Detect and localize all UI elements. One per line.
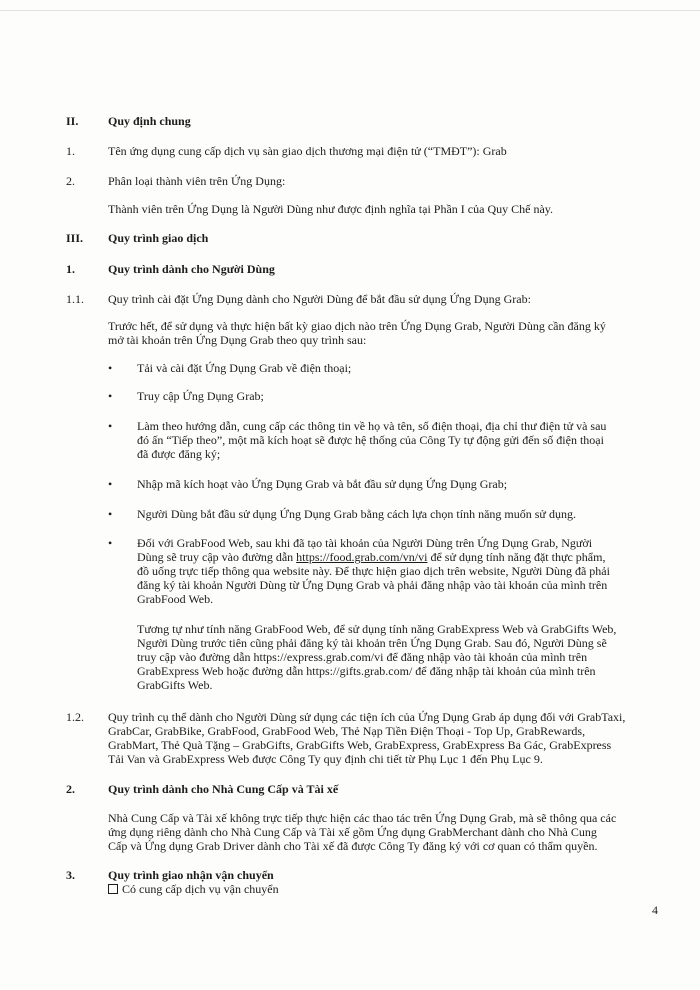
bullet-icon: •	[108, 361, 113, 375]
bullet-icon: •	[108, 507, 113, 521]
paragraph: Phân loại thành viên trên Ứng Dụng:	[108, 174, 286, 188]
paragraph: Quy trình cài đặt Ứng Dụng dành cho Người Dùng để bắt đầu sử dụng Ứng Dụng Grab:	[108, 292, 531, 306]
paragraph-line: Cấp và Ứng dụng Grab Driver dành cho Tài xế đã được Công Ty đăng ký với cơ quan có thẩm quyền.	[108, 839, 598, 853]
paragraph-line: Nhà Cung Cấp và Tài xế không trực tiếp thực hiện các thao tác trên Ứng Dụng Grab, mà sẽ thông qua các	[108, 811, 617, 825]
paragraph-line: Người Dùng trước tiên cũng phải đăng ký tài khoản trên Ứng Dụng Grab. Sau đó, Người Dùng sẽ	[137, 636, 607, 650]
paragraph-line: Tải Van và GrabExpress Web được Công Ty quy định chi tiết từ Phụ Lục 1 đến Phụ Lục 9.	[108, 752, 543, 766]
bullet-text: Truy cập Ứng Dụng Grab;	[137, 389, 264, 403]
item-number: 2.	[66, 174, 75, 188]
paragraph-line: mở tài khoản trên Ứng Dụng Grab theo quy trình sau:	[108, 333, 367, 347]
item-number: 1.1.	[66, 292, 84, 306]
bullet-text: GrabFood Web.	[137, 592, 214, 606]
item-number: 1.2.	[66, 710, 84, 724]
checkbox-label: Có cung cấp dịch vụ vận chuyển	[122, 882, 279, 896]
bullet-icon: •	[108, 477, 113, 491]
bullet-text: Đối với GrabFood Web, sau khi đã tạo tài khoản của Người Dùng trên Ứng Dụng Grab, Người	[137, 536, 593, 550]
paragraph-line: GrabExpress Web hoặc đường dẫn https://gifts.grab.com/ để đăng nhập tài khoản của mình trên	[137, 664, 596, 678]
checkbox-icon	[108, 884, 118, 894]
bullet-icon: •	[108, 389, 113, 403]
bullet-text: Nhập mã kích hoạt vào Ứng Dụng Grab và bắt đầu sử dụng Ứng Dụng Grab;	[137, 477, 508, 491]
bullet-icon: •	[108, 536, 113, 550]
paragraph-line: GrabGifts Web.	[137, 678, 213, 692]
grabfood-link[interactable]: https://food.grab.com/vn/vi	[296, 550, 428, 564]
subsection-title: Quy trình dành cho Nhà Cung Cấp và Tài xế	[108, 782, 339, 796]
text-span: để sử dụng tính năng đặt thực phẩm,	[427, 550, 606, 564]
section-title: Quy trình giao dịch	[108, 231, 209, 245]
paragraph-line: GrabMart, Thẻ Quà Tặng – GrabGifts, GrabGifts Web, GrabExpress, GrabExpress Ba Gác, GrabExpress	[108, 738, 612, 752]
subsection-title: Quy trình giao nhận vận chuyển	[108, 868, 274, 882]
bullet-text: đăng ký tài khoản Người Dùng từ Ứng Dụng Grab và phải đăng nhập vào tài khoản của mình trên	[137, 578, 608, 592]
paragraph-line: Quy trình cụ thể dành cho Người Dùng sử dụng các tiện ích của Ứng Dụng Grab áp dụng đối với GrabTaxi,	[108, 710, 626, 724]
bullet-text: Tải và cài đặt Ứng Dụng Grab về điện thoại;	[137, 361, 352, 375]
item-number: 1.	[66, 144, 75, 158]
bullet-text: đồ uống trực tiếp thông qua website này. Để thực hiện giao dịch trên website, Người Dùng đã phải	[137, 564, 610, 578]
paragraph-line: Trước hết, để sử dụng và thực hiện bất kỳ giao dịch nào trên Ứng Dụng Grab, Người Dùng cần đăng ký	[108, 319, 606, 333]
subsection-number: 1.	[66, 262, 75, 276]
subsection-number: 3.	[66, 868, 75, 882]
bullet-text: đó ấn “Tiếp theo”, một mã kích hoạt sẽ được hệ thống của Công Ty tự động gửi đến số điện thoại	[137, 433, 604, 447]
section-number: II.	[66, 114, 79, 128]
section-number: III.	[66, 231, 84, 245]
paragraph: Thành viên trên Ứng Dụng là Người Dùng như được định nghĩa tại Phần I của Quy Chế này.	[108, 202, 553, 216]
paragraph-line: GrabCar, GrabBike, GrabFood, GrabFood Web, Thẻ Nạp Tiền Điện Thoại - Top Up, GrabRewards,	[108, 724, 586, 738]
text-span: Dùng sẽ truy cập vào đường dẫn	[137, 550, 297, 564]
bullet-text: đã được đăng ký;	[137, 447, 221, 461]
paragraph-line: ứng dụng riêng dành cho Nhà Cung Cấp và Tài xế gồm Ứng dụng GrabMerchant dành cho Nhà Cung	[108, 825, 597, 839]
checkbox-row	[108, 882, 279, 896]
paragraph: Tên ứng dụng cung cấp dịch vụ sàn giao dịch thương mại điện tử (“TMĐT”): Grab	[108, 144, 507, 158]
page-number: 4	[652, 903, 658, 917]
bullet-text: Làm theo hướng dẫn, cung cấp các thông tin về họ và tên, số điện thoại, địa chỉ thư điện tử và sau	[137, 419, 607, 433]
subsection-title: Quy trình dành cho Người Dùng	[108, 262, 275, 276]
section-title: Quy định chung	[108, 114, 191, 128]
bullet-text	[137, 550, 605, 564]
bullet-text: Người Dùng bắt đầu sử dụng Ứng Dụng Grab bằng cách lựa chọn tính năng muốn sử dụng.	[137, 507, 576, 521]
subsection-number: 2.	[66, 782, 75, 796]
paragraph-line: Tương tự như tính năng GrabFood Web, để sử dụng tính năng GrabExpress Web và GrabGifts Web,	[137, 622, 617, 636]
paragraph-line: truy cập vào đường dẫn https://express.grab.com/vi để đăng nhập vào tài khoản của mình trên	[137, 650, 588, 664]
bullet-icon: •	[108, 419, 113, 433]
